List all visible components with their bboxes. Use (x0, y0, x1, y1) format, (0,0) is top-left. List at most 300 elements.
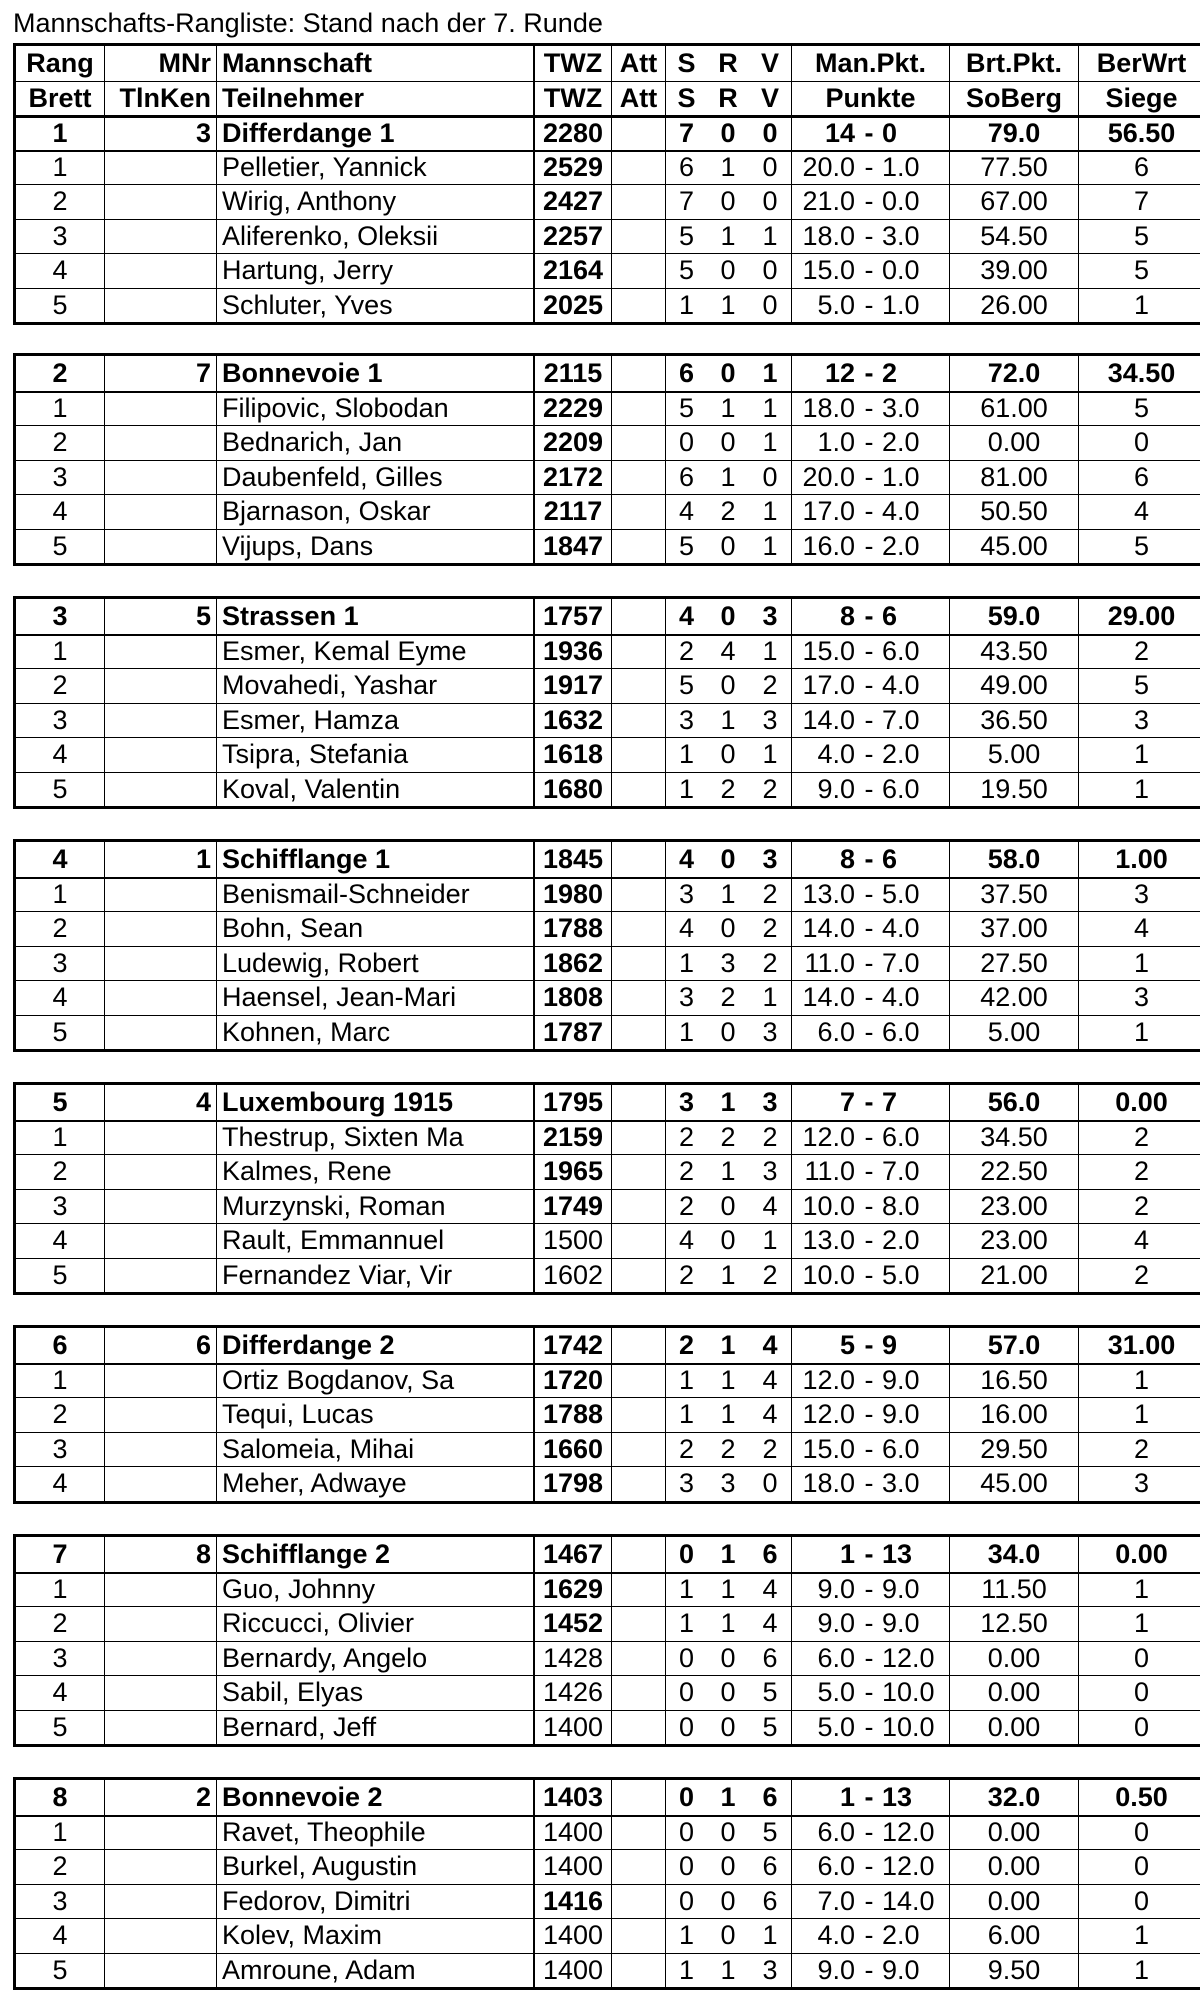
player-board: 4 (52, 255, 68, 286)
team-name: Luxembourg 1915 (216, 1085, 533, 1120)
team-losses: 0 (762, 118, 778, 149)
player-points-a: 9.0 (817, 1608, 855, 1639)
team-match-points (791, 1780, 949, 1815)
player-name: Fernandez Viar, Vir (216, 1259, 533, 1293)
player-board: 5 (52, 1954, 68, 1985)
player-att (611, 912, 665, 946)
player-att (611, 530, 665, 564)
player-siege: 4 (1078, 495, 1200, 529)
player-att (611, 669, 665, 703)
player-soberg: 42.00 (949, 981, 1078, 1015)
player-draws: 0 (720, 670, 736, 701)
player-row (16, 1953, 1200, 1988)
player-points-b: 6.0 (882, 773, 920, 804)
player-wins: 3 (665, 704, 707, 738)
player-points-b: 6.0 (882, 1122, 920, 1153)
player-tlnken (104, 879, 216, 912)
team-match-points (791, 356, 949, 391)
player-wins: 2 (665, 636, 707, 669)
player-att (611, 879, 665, 912)
player-points-b: 4.0 (882, 670, 920, 701)
player-att (611, 1642, 665, 1676)
player-tlnken (104, 426, 216, 460)
player-points-separator: - (864, 255, 874, 286)
player-soberg: 37.50 (949, 879, 1078, 912)
player-soberg: 0.00 (949, 1711, 1078, 1745)
player-points-separator: - (864, 1122, 874, 1153)
player-points-a: 11.0 (804, 1156, 855, 1187)
team-block (13, 1082, 1200, 1295)
player-points (791, 152, 949, 185)
player-siege: 6 (1078, 152, 1200, 185)
player-losses: 0 (762, 152, 778, 183)
player-soberg: 29.50 (949, 1433, 1078, 1467)
team-twz: 1403 (533, 1780, 611, 1815)
team-number: 6 (104, 1328, 216, 1363)
player-twz: 1936 (533, 636, 611, 669)
player-wins: 6 (665, 152, 707, 185)
player-points-separator: - (864, 1817, 874, 1848)
player-tlnken (104, 1433, 216, 1467)
player-twz: 2529 (533, 152, 611, 185)
player-points-a: 12.0 (802, 1122, 855, 1153)
player-board: 2 (52, 1851, 68, 1882)
player-losses: 1 (762, 739, 778, 770)
player-wins: 6 (665, 461, 707, 495)
player-draws: 0 (720, 186, 736, 217)
player-draws: 1 (720, 461, 736, 492)
player-siege: 1 (1078, 289, 1200, 323)
team-att (611, 842, 665, 877)
player-tlnken (104, 393, 216, 426)
player-draws: 2 (720, 496, 736, 527)
team-board-points: 56.0 (949, 1085, 1078, 1120)
column-header: Brt.Pkt. (949, 46, 1078, 81)
player-name: Bernard, Jeff (216, 1711, 533, 1745)
player-points-b: 5.0 (882, 1259, 920, 1290)
player-losses: 1 (762, 530, 778, 561)
player-board: 3 (52, 1885, 68, 1916)
player-board: 5 (52, 773, 68, 804)
player-points-separator: - (864, 1608, 874, 1639)
player-name: Kolev, Maxim (216, 1919, 533, 1953)
player-board: 1 (52, 1122, 68, 1153)
player-losses: 1 (762, 496, 778, 527)
player-siege: 0 (1078, 426, 1200, 460)
player-points-a: 15.0 (802, 1433, 855, 1464)
player-points-b: 9.0 (882, 1954, 920, 1985)
player-soberg: 21.00 (949, 1259, 1078, 1293)
player-wins: 1 (665, 1365, 707, 1398)
player-draws: 2 (720, 1433, 736, 1464)
player-points-a: 10.0 (802, 1259, 855, 1290)
player-soberg: 49.00 (949, 669, 1078, 703)
player-siege: 2 (1078, 1122, 1200, 1155)
player-points (791, 879, 949, 912)
player-tlnken (104, 1954, 216, 1988)
player-points (791, 393, 949, 426)
column-header: Att (611, 82, 665, 116)
player-siege: 5 (1078, 220, 1200, 254)
player-row (16, 1363, 1200, 1398)
player-points (791, 220, 949, 254)
player-row (16, 737, 1200, 772)
player-row (16, 1223, 1200, 1258)
player-att (611, 636, 665, 669)
player-twz: 1917 (533, 669, 611, 703)
player-siege: 5 (1078, 669, 1200, 703)
player-tlnken (104, 1711, 216, 1745)
player-points-a: 14.0 (802, 982, 855, 1013)
player-siege: 1 (1078, 1954, 1200, 1988)
team-berwrt: 0.50 (1078, 1780, 1200, 1815)
player-losses: 2 (762, 1122, 778, 1153)
player-points-b: 5.0 (882, 879, 920, 910)
player-board: 4 (52, 1225, 68, 1256)
player-wins: 0 (665, 1642, 707, 1676)
player-points-separator: - (864, 1468, 874, 1499)
player-soberg: 54.50 (949, 220, 1078, 254)
player-tlnken (104, 947, 216, 981)
player-siege: 7 (1078, 185, 1200, 219)
player-points (791, 1190, 949, 1224)
player-twz: 1847 (533, 530, 611, 564)
player-points-a: 13.0 (802, 879, 855, 910)
team-berwrt: 0.00 (1078, 1085, 1200, 1120)
player-draws: 0 (720, 1642, 736, 1673)
player-board: 3 (52, 1433, 68, 1464)
player-siege: 3 (1078, 981, 1200, 1015)
player-points-a: 14.0 (802, 913, 855, 944)
player-wins: 0 (665, 1850, 707, 1884)
player-name: Tsipra, Stefania (216, 738, 533, 772)
player-name: Ravet, Theophile (216, 1817, 533, 1850)
team-draws: 1 (720, 1538, 736, 1569)
player-name: Thestrup, Sixten Ma (216, 1122, 533, 1155)
team-match-points-separator: - (864, 1086, 874, 1117)
team-rank: 6 (52, 1329, 68, 1360)
player-row (16, 460, 1200, 495)
player-siege: 0 (1078, 1642, 1200, 1676)
player-points (791, 738, 949, 772)
player-twz: 1400 (533, 1817, 611, 1850)
player-points (791, 1574, 949, 1607)
player-wins: 1 (665, 1954, 707, 1988)
player-losses: 1 (762, 393, 778, 424)
player-name: Movahedi, Yashar (216, 669, 533, 703)
team-block (13, 1777, 1200, 1990)
player-tlnken (104, 704, 216, 738)
player-points (791, 495, 949, 529)
player-row (16, 150, 1200, 185)
player-tlnken (104, 1850, 216, 1884)
column-header: R (718, 47, 738, 78)
player-points (791, 1711, 949, 1745)
player-board: 5 (52, 1259, 68, 1290)
player-soberg: 0.00 (949, 1676, 1078, 1710)
player-siege: 5 (1078, 393, 1200, 426)
team-row (16, 1328, 1200, 1363)
player-row (16, 494, 1200, 529)
player-points-b: 9.0 (882, 1608, 920, 1639)
team-wins: 3 (665, 1085, 707, 1120)
player-tlnken (104, 773, 216, 807)
player-losses: 6 (762, 1851, 778, 1882)
player-att (611, 254, 665, 288)
team-number: 7 (104, 356, 216, 391)
player-draws: 1 (720, 1259, 736, 1290)
player-att (611, 1574, 665, 1607)
player-points (791, 1676, 949, 1710)
player-points-a: 9.0 (817, 773, 855, 804)
player-siege: 2 (1078, 1155, 1200, 1189)
player-twz: 1749 (533, 1190, 611, 1224)
player-points-separator: - (864, 704, 874, 735)
player-att (611, 185, 665, 219)
column-header: Teilnehmer (216, 82, 533, 116)
player-name: Murzynski, Roman (216, 1190, 533, 1224)
player-row (16, 1466, 1200, 1501)
team-match-points (791, 842, 949, 877)
team-match-points-a: 12 (824, 357, 855, 388)
player-draws: 0 (720, 1885, 736, 1916)
player-points-a: 6.0 (817, 1851, 855, 1882)
player-siege: 6 (1078, 461, 1200, 495)
player-siege: 1 (1078, 1016, 1200, 1050)
player-soberg: 61.00 (949, 393, 1078, 426)
player-points-separator: - (864, 1399, 874, 1430)
player-points-a: 21.0 (802, 186, 855, 217)
team-draws: 0 (720, 600, 736, 631)
player-points-b: 2.0 (882, 739, 920, 770)
player-tlnken (104, 981, 216, 1015)
player-wins: 0 (665, 1711, 707, 1745)
player-wins: 2 (665, 1155, 707, 1189)
player-tlnken (104, 1817, 216, 1850)
player-points-b: 4.0 (882, 913, 920, 944)
player-twz: 1787 (533, 1016, 611, 1050)
player-points-b: 6.0 (882, 1016, 920, 1047)
player-att (611, 495, 665, 529)
player-points-separator: - (864, 1677, 874, 1708)
player-board: 2 (52, 1608, 68, 1639)
player-points-a: 12.0 (802, 1365, 855, 1396)
team-draws: 1 (720, 1086, 736, 1117)
player-points-separator: - (864, 636, 874, 667)
player-draws: 1 (720, 220, 736, 251)
player-draws: 1 (720, 1954, 736, 1985)
player-draws: 1 (720, 393, 736, 424)
player-att (611, 1224, 665, 1258)
team-att (611, 118, 665, 150)
player-siege: 1 (1078, 1919, 1200, 1953)
player-losses: 1 (762, 1920, 778, 1951)
player-twz: 2229 (533, 393, 611, 426)
player-soberg: 12.50 (949, 1607, 1078, 1641)
team-name: Bonnevoie 2 (216, 1780, 533, 1815)
team-rank: 1 (52, 118, 68, 149)
player-board: 2 (52, 1156, 68, 1187)
player-soberg: 16.00 (949, 1398, 1078, 1432)
player-att (611, 947, 665, 981)
player-points-a: 10.0 (802, 1190, 855, 1221)
team-att (611, 1780, 665, 1815)
team-wins: 6 (665, 356, 707, 391)
team-row (16, 1537, 1200, 1572)
player-board: 1 (52, 1365, 68, 1396)
player-name: Koval, Valentin (216, 773, 533, 807)
player-points-a: 15.0 (802, 255, 855, 286)
team-match-points-a: 8 (839, 843, 855, 874)
player-wins: 1 (665, 773, 707, 807)
player-tlnken (104, 1016, 216, 1050)
player-soberg: 45.00 (949, 1467, 1078, 1501)
player-draws: 1 (720, 1608, 736, 1639)
player-name: Meher, Adwaye (216, 1467, 533, 1501)
player-name: Ludewig, Robert (216, 947, 533, 981)
player-draws: 1 (720, 152, 736, 183)
player-row (16, 946, 1200, 981)
team-match-points-separator: - (864, 843, 874, 874)
player-att (611, 1676, 665, 1710)
team-block (13, 1534, 1200, 1747)
column-header: TlnKen (104, 82, 216, 116)
player-siege: 1 (1078, 1607, 1200, 1641)
player-draws: 1 (720, 289, 736, 320)
player-losses: 0 (762, 1468, 778, 1499)
team-twz: 1845 (533, 842, 611, 877)
player-siege: 0 (1078, 1676, 1200, 1710)
player-points-separator: - (864, 670, 874, 701)
player-wins: 5 (665, 669, 707, 703)
team-twz: 1467 (533, 1537, 611, 1572)
player-wins: 3 (665, 879, 707, 912)
header-row (16, 46, 1200, 81)
player-points-separator: - (864, 1156, 874, 1187)
player-name: Daubenfeld, Gilles (216, 461, 533, 495)
player-points (791, 1850, 949, 1884)
player-points-b: 14.0 (882, 1885, 935, 1916)
player-losses: 2 (762, 913, 778, 944)
player-points-a: 9.0 (817, 1574, 855, 1605)
team-row (16, 842, 1200, 877)
team-match-points-separator: - (864, 1538, 874, 1569)
team-number: 1 (104, 842, 216, 877)
player-siege: 4 (1078, 912, 1200, 946)
player-points (791, 704, 949, 738)
player-att (611, 1954, 665, 1988)
player-att (611, 704, 665, 738)
player-draws: 0 (720, 1817, 736, 1848)
player-points-separator: - (864, 496, 874, 527)
player-wins: 0 (665, 1817, 707, 1850)
team-match-points-b: 7 (882, 1086, 898, 1117)
player-losses: 2 (762, 947, 778, 978)
player-twz: 2025 (533, 289, 611, 323)
team-twz: 1757 (533, 599, 611, 634)
column-header: Att (611, 46, 665, 81)
player-draws: 0 (720, 1920, 736, 1951)
player-points-separator: - (864, 393, 874, 424)
player-twz: 2172 (533, 461, 611, 495)
player-points-b: 7.0 (882, 947, 920, 978)
player-points (791, 1398, 949, 1432)
team-draws: 1 (720, 1781, 736, 1812)
player-points (791, 1122, 949, 1155)
player-soberg: 16.50 (949, 1365, 1078, 1398)
player-twz: 1980 (533, 879, 611, 912)
player-row (16, 1641, 1200, 1676)
player-wins: 0 (665, 1885, 707, 1919)
player-losses: 0 (762, 289, 778, 320)
player-wins: 2 (665, 1433, 707, 1467)
player-twz: 1500 (533, 1224, 611, 1258)
team-board-points: 57.0 (949, 1328, 1078, 1363)
player-row (16, 703, 1200, 738)
player-att (611, 1467, 665, 1501)
player-points-separator: - (864, 152, 874, 183)
player-points-b: 1.0 (882, 152, 920, 183)
player-losses: 2 (762, 1433, 778, 1464)
player-losses: 6 (762, 1642, 778, 1673)
player-draws: 0 (720, 1190, 736, 1221)
column-header: S (665, 82, 707, 116)
player-twz: 2209 (533, 426, 611, 460)
team-wins: 7 (665, 118, 707, 150)
player-draws: 0 (720, 913, 736, 944)
player-siege: 2 (1078, 1190, 1200, 1224)
team-name: Differdange 2 (216, 1328, 533, 1363)
player-soberg: 19.50 (949, 773, 1078, 807)
player-tlnken (104, 220, 216, 254)
player-tlnken (104, 1919, 216, 1953)
player-siege: 1 (1078, 738, 1200, 772)
player-att (611, 1190, 665, 1224)
player-points (791, 1607, 949, 1641)
player-points-b: 12.0 (882, 1851, 935, 1882)
player-wins: 3 (665, 981, 707, 1015)
team-losses: 4 (762, 1329, 778, 1360)
player-points-separator: - (864, 220, 874, 251)
player-twz: 1788 (533, 912, 611, 946)
player-points (791, 1433, 949, 1467)
player-att (611, 981, 665, 1015)
player-twz: 1965 (533, 1155, 611, 1189)
team-match-points-a: 8 (839, 600, 855, 631)
player-draws: 0 (720, 1016, 736, 1047)
player-points-b: 9.0 (882, 1365, 920, 1396)
player-points-separator: - (864, 1190, 874, 1221)
player-draws: 0 (720, 739, 736, 770)
team-match-points (791, 599, 949, 634)
team-match-points-b: 9 (882, 1329, 898, 1360)
team-berwrt: 1.00 (1078, 842, 1200, 877)
player-row (16, 1154, 1200, 1189)
player-points (791, 1919, 949, 1953)
player-points-a: 11.0 (804, 947, 855, 978)
player-twz: 1632 (533, 704, 611, 738)
player-name: Benismail-Schneider (216, 879, 533, 912)
team-row (16, 1780, 1200, 1815)
player-row (16, 772, 1200, 807)
player-row (16, 1120, 1200, 1155)
player-draws: 4 (720, 636, 736, 667)
player-wins: 1 (665, 1016, 707, 1050)
player-board: 2 (52, 427, 68, 458)
team-name: Differdange 1 (216, 118, 533, 150)
player-siege: 5 (1078, 530, 1200, 564)
player-points-a: 17.0 (802, 496, 855, 527)
